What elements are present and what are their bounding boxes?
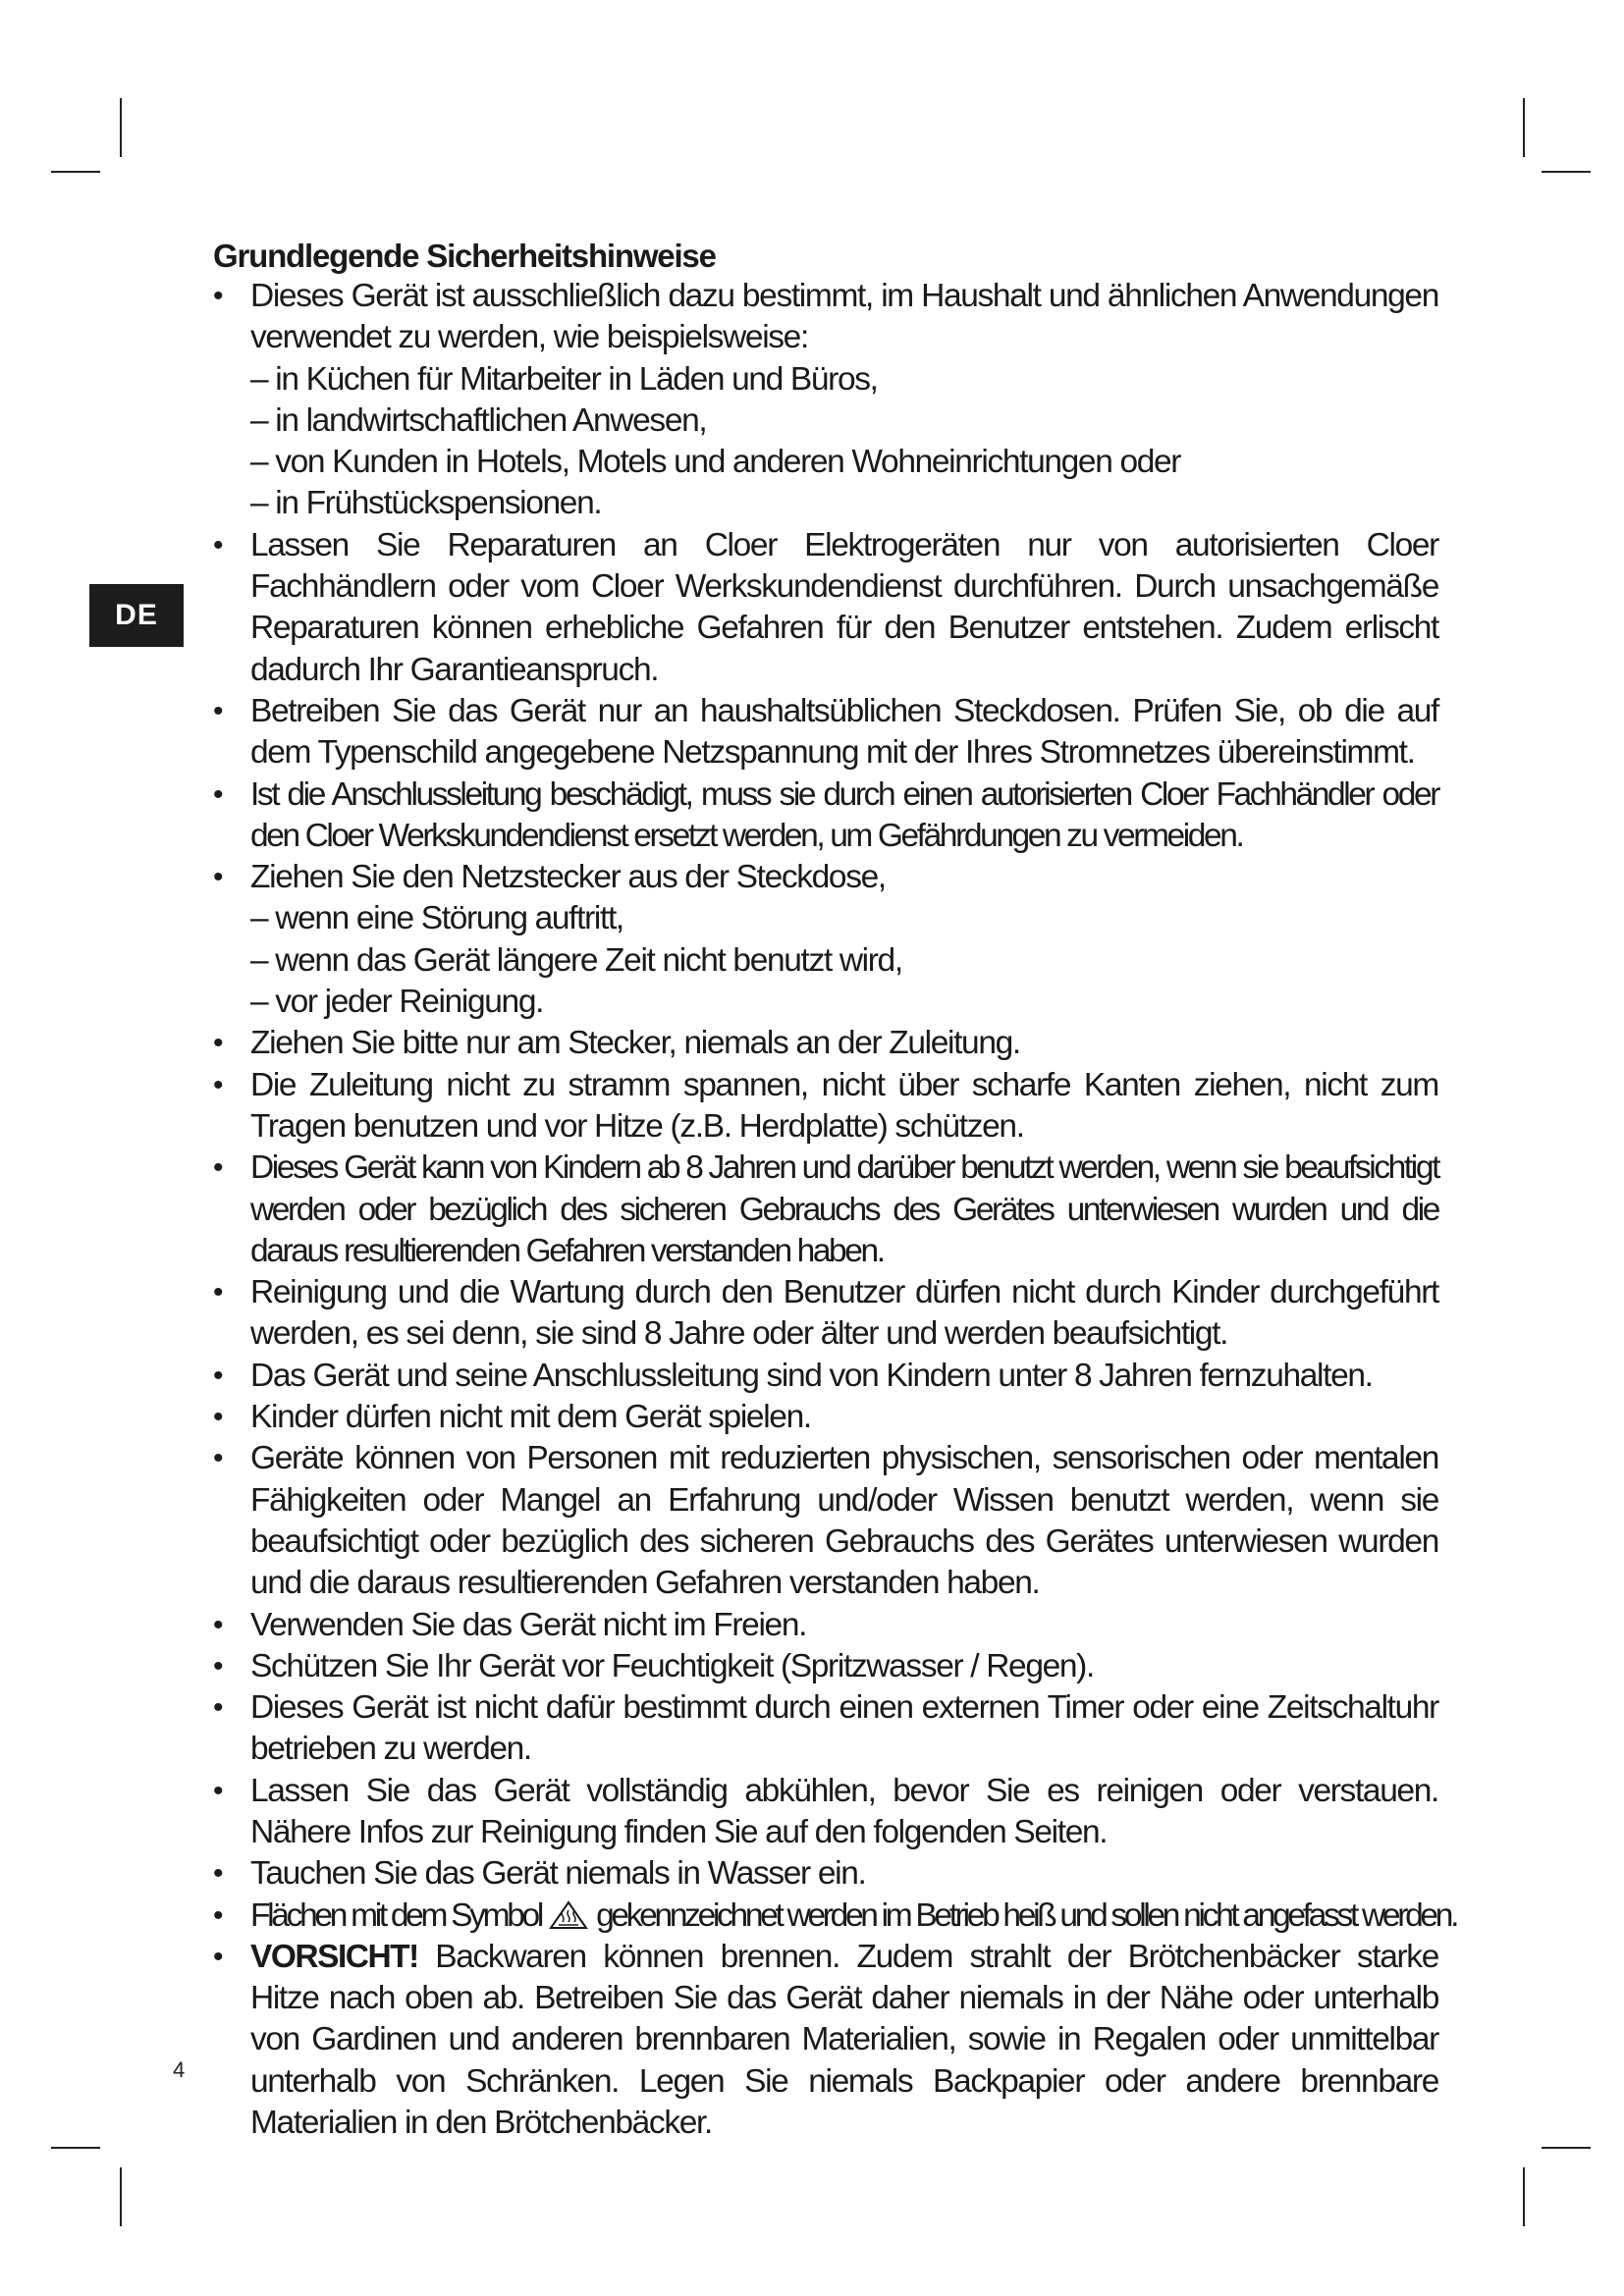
crop-mark-top-right-horizontal [1542, 171, 1591, 173]
crop-mark-top-left-horizontal [51, 171, 100, 173]
crop-mark-top-right-vertical [1523, 98, 1525, 157]
crop-mark-bottom-left-vertical [120, 2167, 122, 2226]
sub-list [250, 898, 1438, 1023]
crop-mark-bottom-right-horizontal [1542, 2147, 1591, 2149]
safety-list [213, 276, 1457, 2144]
sub-item: – wenn das Gerät längere Zeit nicht benutzt wird, [250, 941, 902, 979]
list-item: • Ist die Anschlussleitung beschädigt, muss sie durch einen autorisierten Cloer Fachhändler oder den Cloer Werkskundendienst ersetzt werden, um Gefährdungen zu vermeiden. [213, 774, 1438, 858]
list-item [213, 276, 1438, 525]
list-item: • Kinder dürfen nicht mit dem Gerät spielen. [213, 1397, 1438, 1438]
list-item: • Tauchen Sie das Gerät niemals in Wasser ein. [213, 1853, 1438, 1895]
list-item: • Dieses Gerät ist nicht dafür bestimmt durch einen externen Timer oder eine Zeitschaltuhr betrieben zu werden. [213, 1687, 1438, 1771]
sub-item: – wenn eine Störung auftritt, [250, 900, 623, 937]
list-item: • Die Zuleitung nicht zu stramm spannen, nicht über scharfe Kanten ziehen, nicht zum Tragen benutzen und vor Hitze (z.B. Herdplatte) schützen. [213, 1065, 1438, 1148]
item-text: Dieses Gerät ist ausschließlich dazu bestimmt, im Haushalt und ähnlichen Anwendungen verwendet zu werden, wie beispielsweise: [250, 278, 1438, 356]
list-item [213, 1896, 1457, 1937]
section-title: Grundlegende Sicherheitshinweise [213, 238, 716, 274]
safety-section [213, 237, 1457, 2144]
crop-mark-bottom-left-horizontal [51, 2147, 100, 2149]
item-text-after-icon: gekennzeichnet werden im Betrieb heiß und sollen nicht angefasst werden. [596, 1896, 1457, 1934]
hot-surface-warning-icon [549, 1900, 588, 1930]
page-number: 4 [173, 2057, 186, 2082]
list-item [213, 857, 1438, 1023]
list-item: • Reinigung und die Wartung durch den Benutzer dürfen nicht durch Kinder durchgeführt werden, es sei denn, sie sind 8 Jahre oder älter und werden beaufsichtigt. [213, 1272, 1438, 1356]
sub-item: – vor jeder Reinigung. [250, 984, 544, 1021]
list-item: • Geräte können von Personen mit reduzierten physischen, sensorischen oder mentalen Fähigkeiten oder Mangel an Erfahrung und/oder Wissen benutzt werden, wenn sie beaufsichtigt oder bezüglich des sicheren Gebrauchs des Gerätes unterwiesen wurden und die daraus resultierenden Gefahren verstanden haben. [213, 1438, 1438, 1604]
item-text-before-icon: Flächen mit dem Symbol [250, 1896, 542, 1934]
list-item: • Das Gerät und seine Anschlussleitung sind von Kindern unter 8 Jahren fernzuhalten. [213, 1356, 1438, 1397]
list-item: • Lassen Sie Reparaturen an Cloer Elektrogeräten nur von autorisierten Cloer Fachhändlern oder vom Cloer Werkskundendienst durchführen. Durch unsachgemäße Reparaturen können erhebliche Gefahren für den Benutzer entstehen. Zudem erlischt dadurch Ihr Garantieanspruch. [213, 525, 1438, 691]
list-item: • Lassen Sie das Gerät vollständig abkühlen, bevor Sie es reinigen oder verstauen. Nähere Infos zur Reinigung finden Sie auf den folgenden Seiten. [213, 1771, 1438, 1854]
item-text: Ziehen Sie den Netzstecker aus der Steckdose, [250, 859, 886, 896]
crop-mark-top-left-vertical [120, 98, 122, 157]
list-item: • Dieses Gerät kann von Kindern ab 8 Jahren und darüber benutzt werden, wenn sie beaufsichtigt werden oder bezüglich des sicheren Gebrauchs des Gerätes unterwiesen wurden und die daraus resultierenden Gefahren verstanden haben. [213, 1148, 1438, 1272]
list-item: • Betreiben Sie das Gerät nur an haushaltsüblichen Steckdosen. Prüfen Sie, ob die auf dem Typenschild angegebene Netzspannung mit der Ihres Stromnetzes übereinstimmt. [213, 691, 1438, 774]
list-item: • Verwenden Sie das Gerät nicht im Freien. [213, 1605, 1438, 1646]
language-tab: DE [89, 584, 184, 647]
caution-label: VORSICHT! [250, 1938, 418, 1975]
crop-mark-bottom-right-vertical [1523, 2167, 1525, 2226]
sub-item: – in Frühstückspensionen. [250, 485, 602, 522]
list-item: • Ziehen Sie bitte nur am Stecker, niemals an der Zuleitung. [213, 1023, 1438, 1064]
sub-item: – in landwirtschaftlichen Anwesen, [250, 401, 707, 439]
list-item [213, 1937, 1438, 2144]
sub-list [250, 359, 1438, 525]
list-item: • Schützen Sie Ihr Gerät vor Feuchtigkeit (Spritzwasser / Regen). [213, 1646, 1438, 1687]
item-text: Backwaren können brennen. Zudem strahlt der Brötchenbäcker starke Hitze nach oben ab. Betreiben Sie das Gerät daher niemals in der Nähe oder unterhalb von Gardinen und anderen brennbaren Materialien, sowie in Regalen oder unmittelbar unterhalb von Schränken. Legen Sie niemals Backpapier oder andere brennbare Materialien in den Brötchenbäcker. [250, 1938, 1438, 2142]
sub-item: – in Küchen für Mitarbeiter in Läden und Büros, [250, 360, 878, 398]
sub-item: – von Kunden in Hotels, Motels und anderen Wohneinrichtungen oder [250, 444, 1181, 481]
